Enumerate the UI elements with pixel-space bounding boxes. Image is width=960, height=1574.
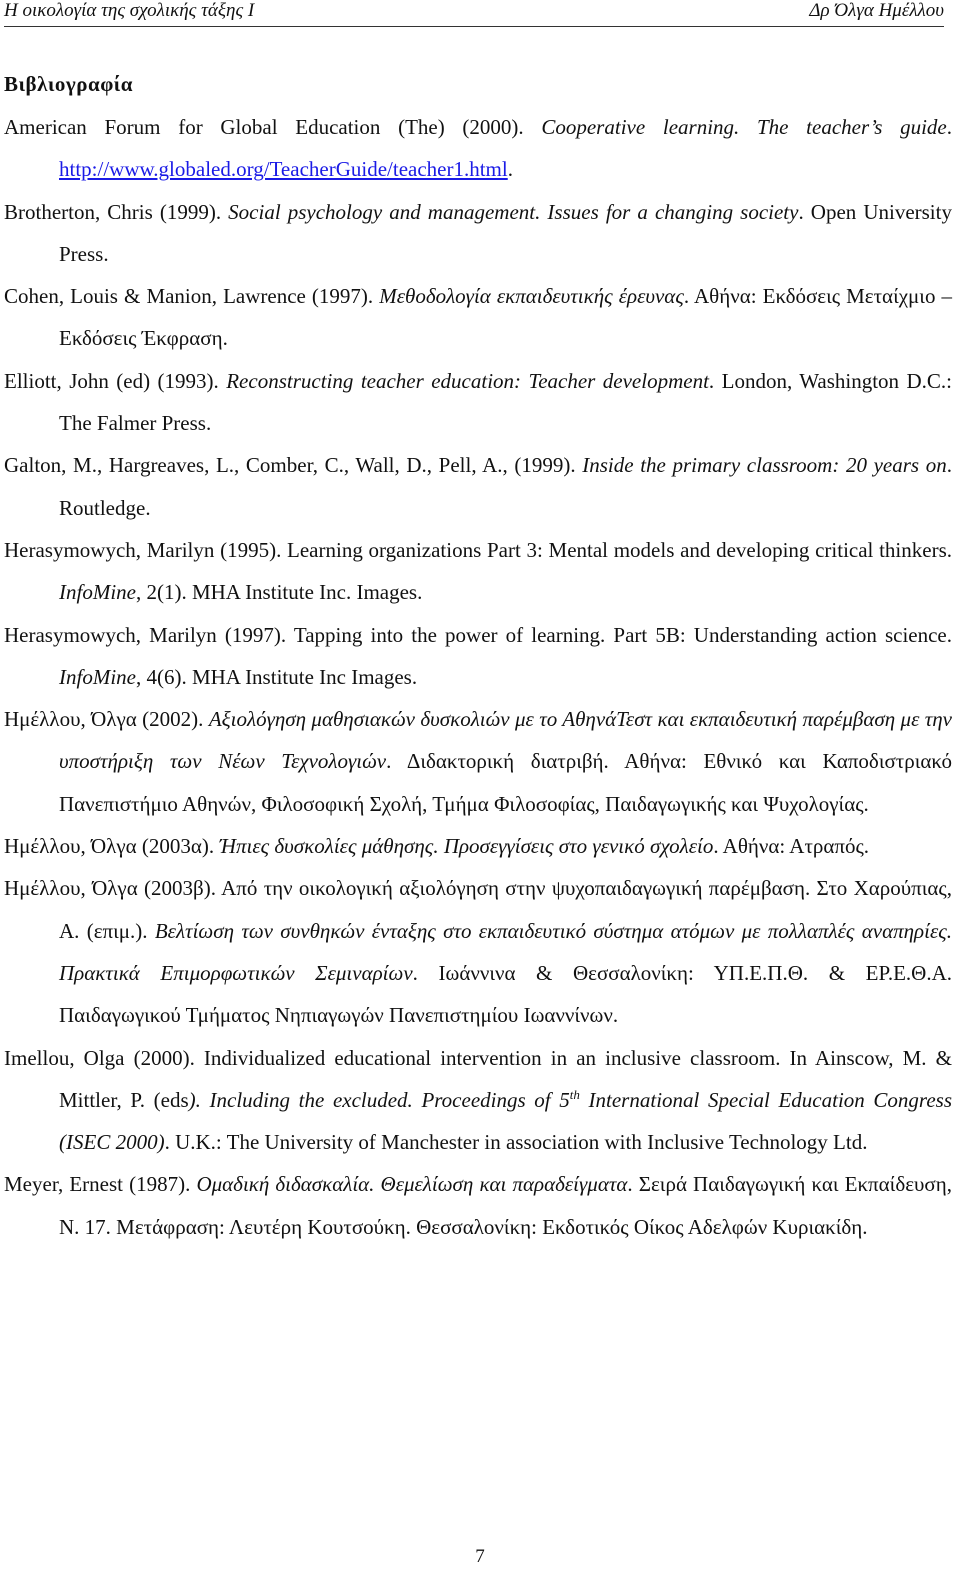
- header-title: Η οικολογία της σχολικής τάξης Ι: [4, 0, 255, 21]
- bib-entry: Herasymowych, Marilyn (1997). Tapping into the power of learning. Part 5B: Understanding action science. InfoMine, 4(6). MHA Institute Inc Images.: [4, 622, 952, 689]
- reference-link[interactable]: http://www.globaled.org/TeacherGuide/teacher1.html: [59, 157, 508, 182]
- page-number: 7: [475, 1546, 485, 1567]
- running-header: [4, 0, 944, 27]
- bibliography-list: [4, 106, 952, 1248]
- bib-entry: Ημέλλου, Όλγα (2003α). Ήπιες δυσκολίες μάθησης. Προσεγγίσεις στο γενικό σχολείο. Αθήνα: Ατραπός.: [4, 834, 870, 859]
- bib-entry: Brotherton, Chris (1999). Social psychology and management. Issues for a changing society. Open University Press.: [4, 199, 952, 266]
- bib-entry: Ημέλλου, Όλγα (2002). Αξιολόγηση μαθησιακών δυσκολιών με το ΑθηνάΤεστ και εκπαιδευτική παρέμβαση με την υποστήριξη των Νέων Τεχνολογιών. Διδακτορική διατριβή. Αθήνα: Εθνικό και Καποδιστριακό Πανεπιστήμιο Αθηνών, Φιλοσοφική Σχολή, Τμήμα Φιλοσοφίας, Παιδαγωγικής και Ψυχολογίας.: [4, 707, 953, 816]
- bib-entry: Ημέλλου, Όλγα (2003β). Από την οικολογική αξιολόγηση στην ψυχοπαιδαγωγική παρέμβαση. Στο Χαρούπιας, Α. (επιμ.). Βελτίωση των συνθηκών ένταξης στο εκπαιδευτικό σύστημα ατόμων με πολλαπλές αναπηρίες. Πρακτικά Επιμορφωτικών Σεμιναρίων. Ιωάννινα & Θεσσαλονίκη: ΥΠ.Ε.Π.Θ. & ΕΡ.Ε.Θ.Α. Παιδαγωγικού Τμήματος Νηπιαγωγών Πανεπιστημίου Ιωαννίνων.: [4, 876, 952, 1028]
- bib-entry: Meyer, Ernest (1987). Ομαδική διδασκαλία. Θεμελίωση και παραδείγματα. Σειρά Παιδαγωγική και Εκπαίδευση, Ν. 17. Μετάφραση: Λευτέρη Κουτσούκη. Θεσσαλονίκη: Εκδοτικός Οίκος Αδελφών Κυριακίδη.: [4, 1172, 952, 1239]
- bib-entry: American Forum for Global Education (The) (2000). Cooperative learning. The teacher’s guide. http://www.globaled.org/TeacherGuide/teacher1.html.: [4, 115, 952, 182]
- bib-entry: Cohen, Louis & Manion, Lawrence (1997). Μεθοδολογία εκπαιδευτικής έρευνας. Αθήνα: Εκδόσεις Μεταίχμιο – Εκδόσεις Έκφραση.: [4, 284, 953, 351]
- section-heading: Βιβλιογραφία: [4, 72, 134, 96]
- bib-entry: Herasymowych, Marilyn (1995). Learning organizations Part 3: Mental models and developing critical thinkers. InfoMine, 2(1). MHA Institute Inc. Images.: [4, 537, 952, 605]
- bib-entry: Elliott, John (ed) (1993). Reconstructing teacher education: Teacher development. London, Washington D.C.: The Falmer Press.: [4, 368, 952, 436]
- bib-entry: Imellou, Olga (2000). Individualized educational intervention in an inclusive classroom. In Ainscow, M. & Mittler, P. (eds). Including the excluded. Proceedings of 5th International Special Education Congress (ISEC 2000). U.K.: The University of Manchester in association with Inclusive Technology Ltd.: [4, 1045, 952, 1155]
- bib-entry: Galton, M., Hargreaves, L., Comber, C., Wall, D., Pell, A., (1999). Inside the primary classroom: 20 years on. Routledge.: [4, 453, 952, 520]
- header-author: Δρ Όλγα Ημέλλου: [809, 0, 944, 21]
